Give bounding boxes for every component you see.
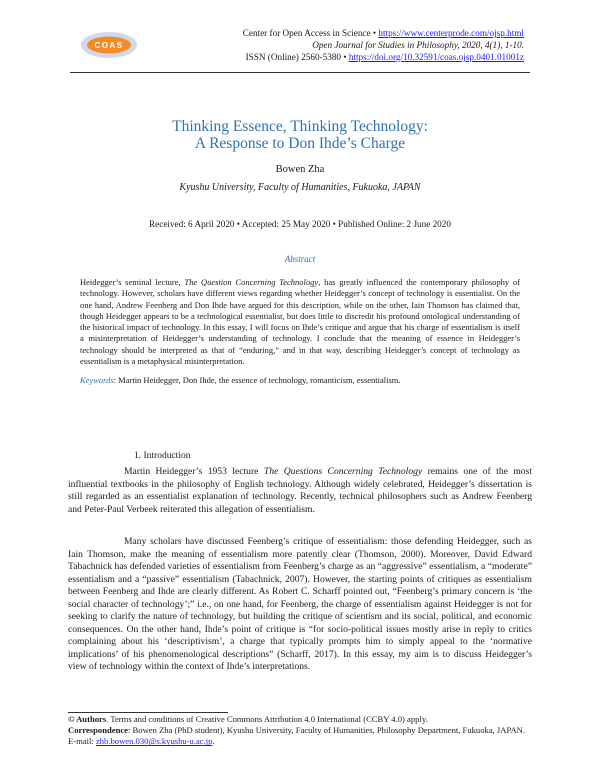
header-rule	[70, 72, 530, 73]
abstract-part-1: Heidegger’s seminal lecture,	[80, 277, 181, 287]
header-issn: ISSN (Online) 2560-5380 •	[245, 52, 347, 62]
p1-part-1: Martin Heidegger’s 1953 lecture	[124, 466, 259, 477]
title-line-1: Thinking Essence, Thinking Technology:	[172, 118, 428, 135]
coas-logo	[80, 31, 138, 59]
p1-part-2: remains one of the most influential textbooks in the philosophy of English technology. Although widely celebrated, Heidegger’s dissertation is still regarded as an essentialist explanation of technology. Recently, technical philosophers such as Andrew Feenberg and Peter-Paul Verbeek reiterated this allegation of essentialism.	[68, 466, 532, 515]
keywords	[80, 375, 520, 385]
email-suffix: .	[212, 736, 215, 747]
p2-text: Many scholars have discussed Feenberg’s critique of essentialism: those defending Heidegger, such as Iain Thomson, make the meaning of essentialism more patently clear (Thomson, 2000). Moreover, David Edward Tabachnick has defended varieties of essentialism from Feenberg’s charge as an “aggressive” essentialism, a “moderate” essentialism and a “passive” essentialism (Tabachnick, 2007). However, the starting points of critiques as essentialism between Feenberg and Ihde are clearly different. As Robert C. Scharff pointed out, “Feenberg’s primary concern is ‘the social character of technology’;” i.e., on one hand, for Feenberg, the charge of essentialism against Heidegger is not for seeking to clarify the nature of technology, but building the critique of scientism and its social, political, and economic consequences. On the other hand, Ihde’s point of critique is “for socio-political issues mostly arise in reply to critics complaining about his ‘descriptivism’, a charge that typically prompts him to simply appeal to the ‘normative implications’ of his phenomenological descriptions” (Scharff, 2017). In this essay, my aim is to discuss Heidegger’s view of technology within the context of Ihde’s interpretations.	[68, 536, 532, 672]
p1-italic-title: The Questions Concerning Technology	[263, 466, 423, 477]
article-title	[70, 118, 530, 152]
logo-text: COAS	[94, 41, 124, 50]
keywords-label: Keywords	[80, 375, 114, 385]
paragraph-1	[68, 466, 532, 516]
authors-label: © Authors	[68, 714, 107, 724]
journal-header	[243, 27, 524, 63]
paragraph-2	[68, 536, 532, 674]
license-text: . Terms and conditions of Creative Commons Attribution 4.0 International (CCBY 4.0) apply.	[106, 714, 428, 724]
title-line-2: A Response to Don Ihde’s Charge	[194, 135, 406, 152]
journal-url-link[interactable]: https://www.centerprode.com/ojsp.html	[378, 28, 524, 38]
email-link[interactable]: zhb.bowen.030@s.kyushu-u.ac.jp	[95, 736, 213, 747]
footnote-rule	[68, 712, 228, 713]
header-center: Center for Open Access in Science •	[242, 28, 377, 38]
publication-dates: Received: 6 April 2020 • Accepted: 25 May 2020 • Published Online: 2 June 2020	[149, 219, 451, 229]
doi-link[interactable]: https://doi.org/10.32591/coas.ojsp.0401.01001z	[348, 52, 524, 62]
section-heading: 1. Introduction	[134, 451, 191, 461]
header-citation: Open Journal for Studies in Philosophy, 2020, 4(1), 1-10.	[312, 40, 524, 50]
keywords-text: : Martin Heidegger, Don Ihde, the essence of technology, romanticism, essentialism.	[113, 375, 401, 385]
abstract-text	[80, 277, 520, 367]
abstract-part-2: , has greatly influenced the contemporary philosophy of technology. However, scholars have different views regarding whether Heidegger’s concept of technology is essentialist. On the one hand, Andrew Feenberg and Don Ihde have argued for this description, while on the other, Iain Thomson has claimed that, though Heidegger appears to be a technological essentialist, but does little to discredit his profound ontological understanding of the historical impact of technology. In this essay, I will focus on Ihde’s critique and argue that his charge of essentialism is itself a misinterpretation of Heidegger’s understanding of technology. I conclude that the meaning of essence in Heidegger’s technology should be interpreted as that of “enduring,” and in that way, describing Heidegger’s concept of technology as essentialism is a metaphysical misinterpretation.	[80, 277, 521, 367]
abstract-italic-title: The Question Concerning Technology	[184, 277, 319, 287]
abstract-heading: Abstract	[284, 254, 316, 264]
affiliation: Kyushu University, Faculty of Humanities, Fukuoka, JAPAN	[179, 182, 421, 193]
footnote	[68, 714, 532, 748]
author-name: Bowen Zha	[275, 164, 325, 175]
correspondence-label: Correspondence	[68, 725, 128, 736]
correspondence-text: : Bowen Zha (PhD student), Kyushu University, Faculty of Humanities, Philosophy Department, Fukuoka, JAPAN. E-mail:	[68, 725, 526, 747]
